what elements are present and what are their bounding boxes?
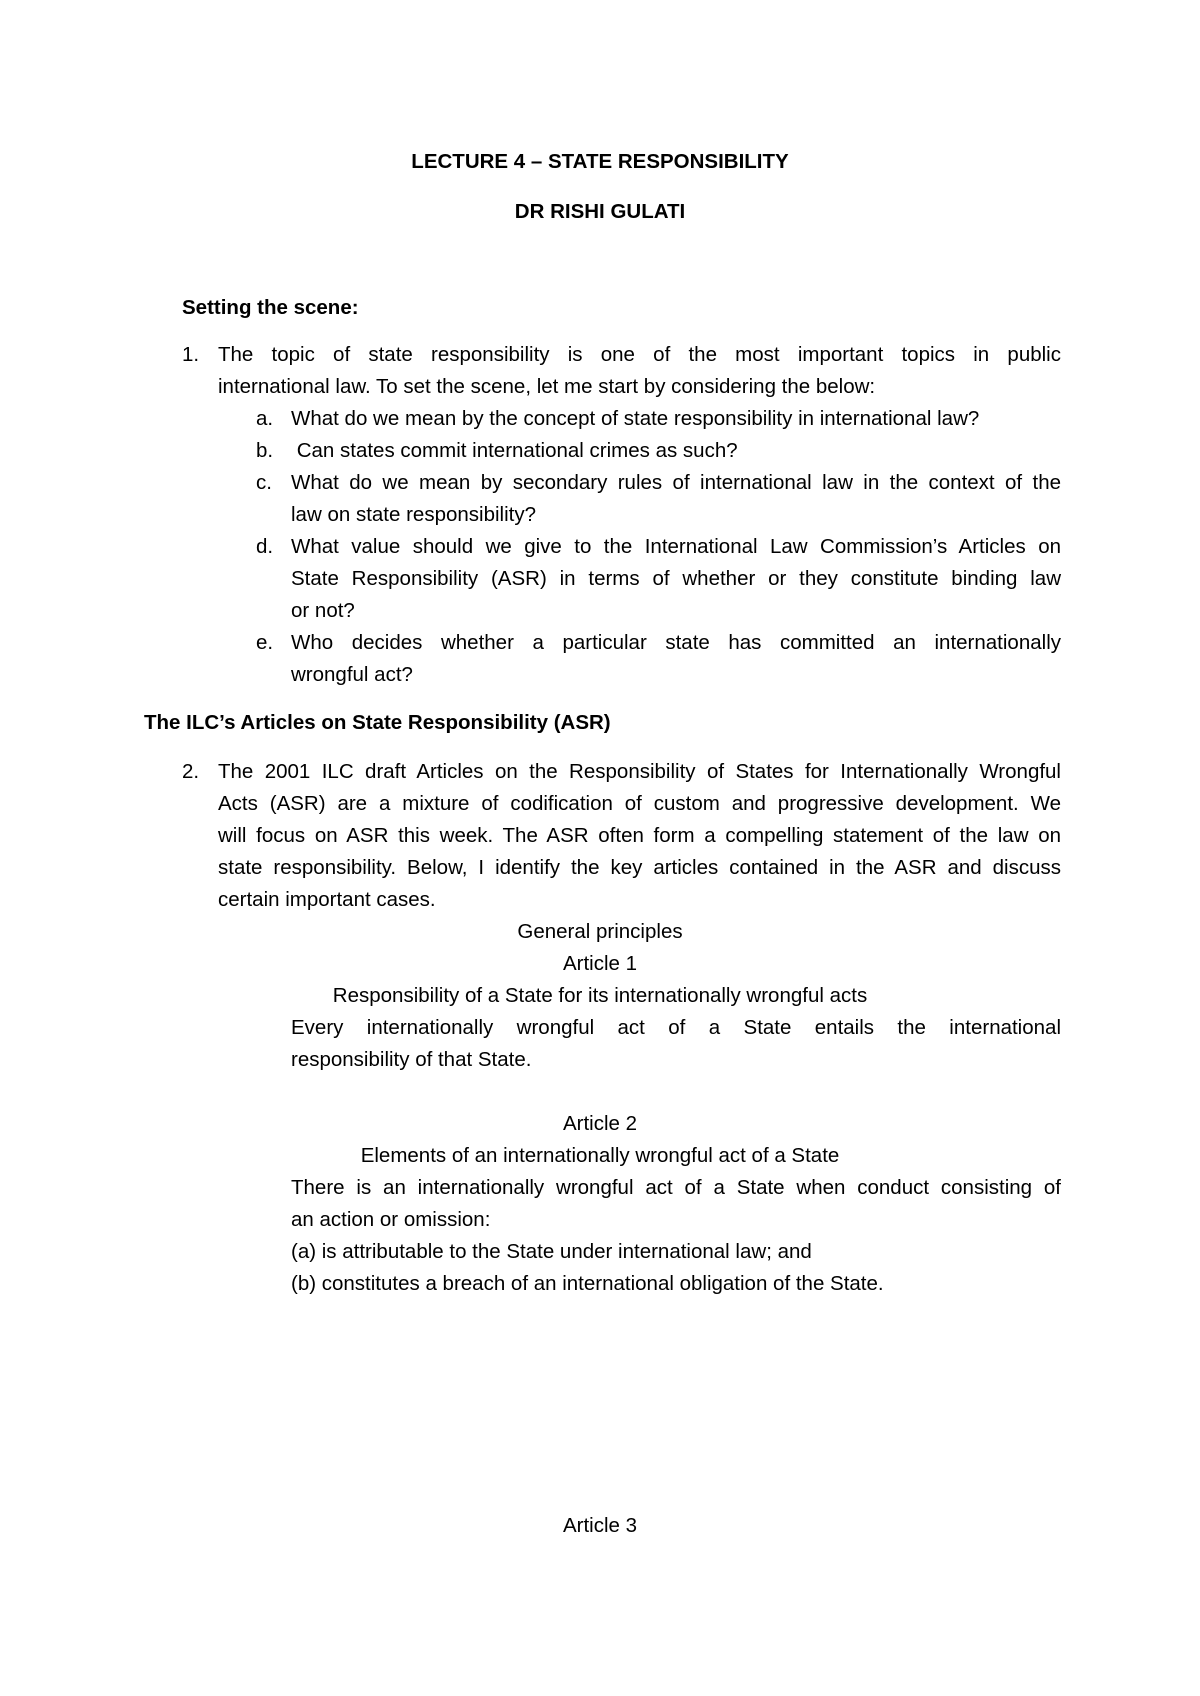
list-number-1: 1. — [182, 343, 200, 366]
paragraph-2-line-3: will focus on ASR this week. The ASR often form a compelling statement of the law on — [218, 824, 1061, 847]
subitem-e-line-1: Who decides whether a particular state has committed an internationally — [291, 631, 1061, 654]
article-2-number: Article 2 — [562, 1112, 638, 1135]
subitem-letter-a: a. — [256, 407, 274, 430]
subitem-letter-b: b. — [256, 439, 274, 462]
subitem-c-line-1: What do we mean by secondary rules of international law in the context of the — [291, 471, 1061, 494]
article-3-number: Article 3 — [562, 1514, 638, 1537]
subitem-d-line-2: State Responsibility (ASR) in terms of whether or they constitute binding law — [291, 567, 1061, 590]
paragraph-2-line-5: certain important cases. — [218, 888, 436, 911]
list-number-2: 2. — [182, 760, 200, 783]
subitem-letter-c: c. — [256, 471, 272, 494]
part-heading-general-principles: General principles — [517, 920, 683, 943]
paragraph-2-line-4: state responsibility. Below, I identify the key articles contained in the ASR and discuss — [218, 856, 1061, 879]
subitem-d-line-3: or not? — [291, 599, 355, 622]
subitem-d-line-1: What value should we give to the International Law Commission’s Articles on — [291, 535, 1061, 558]
section-heading-setting-the-scene: Setting the scene: — [182, 296, 359, 319]
article-2-text-line-3: (a) is attributable to the State under international law; and — [291, 1240, 812, 1263]
paragraph-1-line-1: The topic of state responsibility is one of the most important topics in public — [218, 343, 1061, 366]
article-1-text-line-2: responsibility of that State. — [291, 1048, 532, 1071]
page-title: LECTURE 4 – STATE RESPONSIBILITY — [411, 150, 789, 173]
subitem-a-line-1: What do we mean by the concept of state responsibility in international law? — [291, 407, 980, 430]
section-heading-asr: The ILC’s Articles on State Responsibility (ASR) — [144, 711, 611, 734]
article-2-title: Elements of an internationally wrongful act of a State — [360, 1144, 840, 1167]
article-1-title: Responsibility of a State for its internationally wrongful acts — [332, 984, 868, 1007]
subitem-letter-d: d. — [256, 535, 274, 558]
paragraph-1-line-2: international law. To set the scene, let me start by considering the below: — [218, 375, 876, 398]
paragraph-2-line-2: Acts (ASR) are a mixture of codification of custom and progressive development. We — [218, 792, 1061, 815]
subitem-c-line-2: law on state responsibility? — [291, 503, 536, 526]
author-name: DR RISHI GULATI — [514, 200, 686, 223]
article-2-text-line-1: There is an internationally wrongful act of a State when conduct consisting of — [291, 1176, 1061, 1199]
article-2-text-line-4: (b) constitutes a breach of an international obligation of the State. — [291, 1272, 884, 1295]
subitem-b-line-1: Can states commit international crimes as such? — [291, 439, 738, 462]
paragraph-2-line-1: The 2001 ILC draft Articles on the Responsibility of States for Internationally Wrongful — [218, 760, 1061, 783]
subitem-e-line-2: wrongful act? — [291, 663, 413, 686]
subitem-letter-e: e. — [256, 631, 274, 654]
article-1-text-line-1: Every internationally wrongful act of a State entails the international — [291, 1016, 1061, 1039]
article-2-text-line-2: an action or omission: — [291, 1208, 491, 1231]
article-1-number: Article 1 — [562, 952, 638, 975]
